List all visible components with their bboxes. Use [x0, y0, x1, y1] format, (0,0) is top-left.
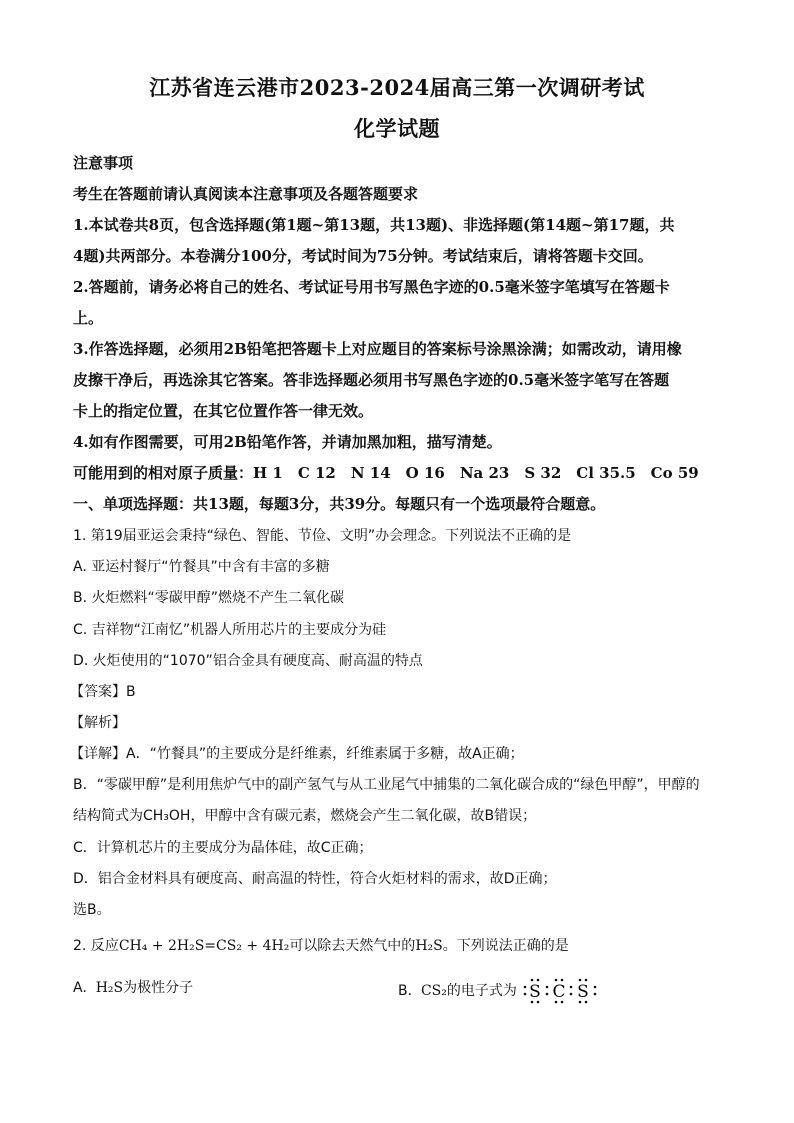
q1-detail-b1: B．“零碳甲醇”是利用焦炉气中的副产氢气与从工业尾气中捕集的二氧化碳合成的“绿色甲醇”，甲醇的 — [73, 777, 700, 793]
q1-answer: 【答案】B — [70, 684, 136, 700]
section-heading: 一、单项选择题：共13题，每题3分，共39分。每题只有一个选项最符合题意。 — [73, 495, 606, 513]
q2-option-a-label: A. — [73, 980, 87, 996]
cs2-lewis-structure — [519, 977, 601, 1005]
notice-item-2b: 上。 — [73, 309, 104, 327]
notice-item-3c: 卡上的指定位置，在其它位置作答一律无效。 — [73, 402, 374, 420]
q2-option-a-formula: H₂S — [95, 980, 124, 996]
q1-option-b: B. 火炬燃料“零碳甲醇”燃烧不产生二氧化碳 — [73, 590, 345, 606]
q2-stem — [73, 935, 569, 955]
notice-item-1b: 4题)共两部分。本卷满分100分，考试时间为75分钟。考试结束后，请将答题卡交回。 — [73, 247, 653, 265]
q2-option-a-text: 为极性分子 — [123, 980, 194, 996]
q1-detail-a: 【详解】A．“竹餐具”的主要成分是纤维素，纤维素属于多糖，故A正确； — [70, 746, 524, 762]
exam-title: 江苏省连云港市2023-2024届高三第一次调研考试 — [149, 75, 645, 100]
notice-item-3a: 3.作答选择题，必须用2B铅笔把答题卡上对应题目的答案标号涂黑涂满；如需改动，请用橡 — [73, 340, 682, 358]
q1-analysis: 【解析】 — [70, 715, 126, 731]
q1-option-a: A. 亚运村餐厅“竹餐具”中含有丰富的多糖 — [73, 559, 330, 575]
q2-option-b-label: B. — [398, 983, 413, 999]
q1-detail-d: D．铝合金材料具有硬度高、耐高温的特性，符合火炬材料的需求，故D正确； — [73, 871, 557, 887]
exam-subtitle: 化学试题 — [354, 116, 440, 141]
q1-option-c: C. 吉祥物“江南忆”机器人所用芯片的主要成分为硅 — [73, 622, 387, 638]
q2-equation: CH₄ + 2H₂S=CS₂ + 4H₂ — [118, 938, 290, 954]
q2-stem-prefix: 2. 反应 — [73, 938, 119, 954]
q1-detail-b2: 结构简式为CH₃OH，甲醇中含有碳元素，燃烧会产生二氧化碳，故B错误； — [73, 808, 537, 824]
notice-intro: 考生在答题前请认真阅读本注意事项及各题答题要求 — [73, 185, 419, 203]
q1-choose: 选B。 — [73, 902, 111, 918]
notice-item-4: 4.如有作图需要，可用2B铅笔作答，并请加黑加粗，描写清楚。 — [73, 433, 502, 451]
lewis-s-left: S — [529, 982, 541, 1002]
q1-stem: 1. 第19届亚运会秉持“绿色、智能、节俭、文明”办会理念。下列说法不正确的是 — [73, 528, 572, 544]
q2-species: H₂S — [415, 938, 443, 954]
q2-option-a — [73, 977, 193, 997]
q1-option-d: D. 火炬使用的“1070”铝合金具有硬度高、耐高温的特点 — [73, 653, 423, 669]
atomic-masses: 可能用到的相对原子质量：H 1 C 12 N 14 O 16 Na 23 S 32 Cl 35.5 Co 59 — [73, 464, 699, 482]
q1-detail-c: C．计算机芯片的主要成分为晶体硅，故C正确； — [73, 840, 373, 856]
q2-option-b-text: 的电子式为 — [446, 983, 517, 999]
q2-option-b-formula: CS₂ — [420, 983, 447, 999]
lewis-s-right: S — [577, 982, 589, 1002]
notice-heading: 注意事项 — [73, 154, 134, 172]
q2-option-b — [398, 977, 601, 1005]
notice-item-1a: 1.本试卷共8页，包含选择题(第1题~第13题，共13题)、非选择题(第14题~第17题，共 — [73, 216, 675, 234]
notice-item-3b: 皮擦干净后，再选涂其它答案。答非选择题必须用书写黑色字迹的0.5毫米签字笔写在答题 — [73, 371, 670, 389]
q2-stem-suffix: 。下列说法正确的是 — [442, 938, 569, 954]
notice-item-2a: 2.答题前，请务必将自己的姓名、考试证号用书写黑色字迹的0.5毫米签字笔填写在答题卡 — [73, 278, 670, 296]
q2-stem-mid: 可以除去天然气中的 — [289, 938, 416, 954]
lewis-c: C — [552, 982, 566, 1002]
